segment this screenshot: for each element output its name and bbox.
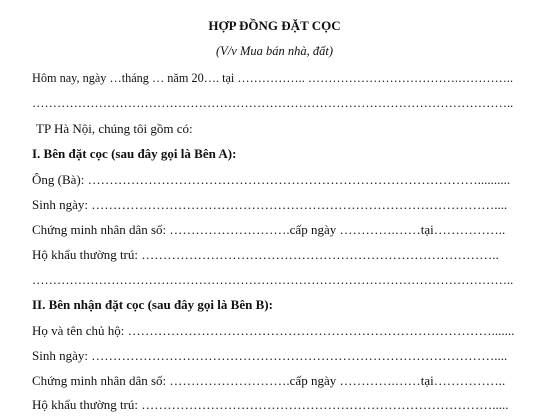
party-b-heading: II. Bên nhận đặt cọc (sau đây gọi là Bên B): xyxy=(32,297,273,312)
date-place-line: Hôm nay, ngày …tháng … năm 20…. tại …………….. ……………………………….………….. xyxy=(32,71,514,85)
party-a-birthdate-line: Sinh ngày: ………………………………………………………………………………….... xyxy=(32,197,508,212)
party-b-id-line: Chứng minh nhân dân số: ……………………….cấp ngày ………….……tại…………….. xyxy=(32,373,506,388)
party-a-residence-continuation: …………………………………………………………………………………………………….. xyxy=(32,273,514,287)
party-b-birthdate-line: Sinh ngày: ………………………………………………………………………………….... xyxy=(32,348,508,363)
party-a-residence-line: Hộ khẩu thường trú: ……………………………………………………………………….. xyxy=(32,247,499,262)
document-subtitle: (V/v Mua bán nhà, đất) xyxy=(216,44,333,58)
party-b-name-line: Họ và tên chủ hộ: …………………………………………………………………………....... xyxy=(32,323,515,338)
party-a-id-line: Chứng minh nhân dân số: ……………………….cấp ngày ………….……tại…………….. xyxy=(32,222,506,237)
party-b-residence-line: Hộ khẩu thường trú: ………………………………………………………………………..... xyxy=(32,397,509,412)
location-intro-line: TP Hà Nội, chúng tôi gồm có: xyxy=(36,121,193,136)
party-a-heading: I. Bên đặt cọc (sau đây gọi là Bên A): xyxy=(32,146,237,161)
party-a-name-line: Ông (Bà): ……………………………………………………………………………….......... xyxy=(32,172,511,187)
document-title: HỢP ĐỒNG ĐẶT CỌC xyxy=(208,18,341,33)
place-continuation-line: …………………………………………………………………………………………………….. xyxy=(32,96,514,110)
